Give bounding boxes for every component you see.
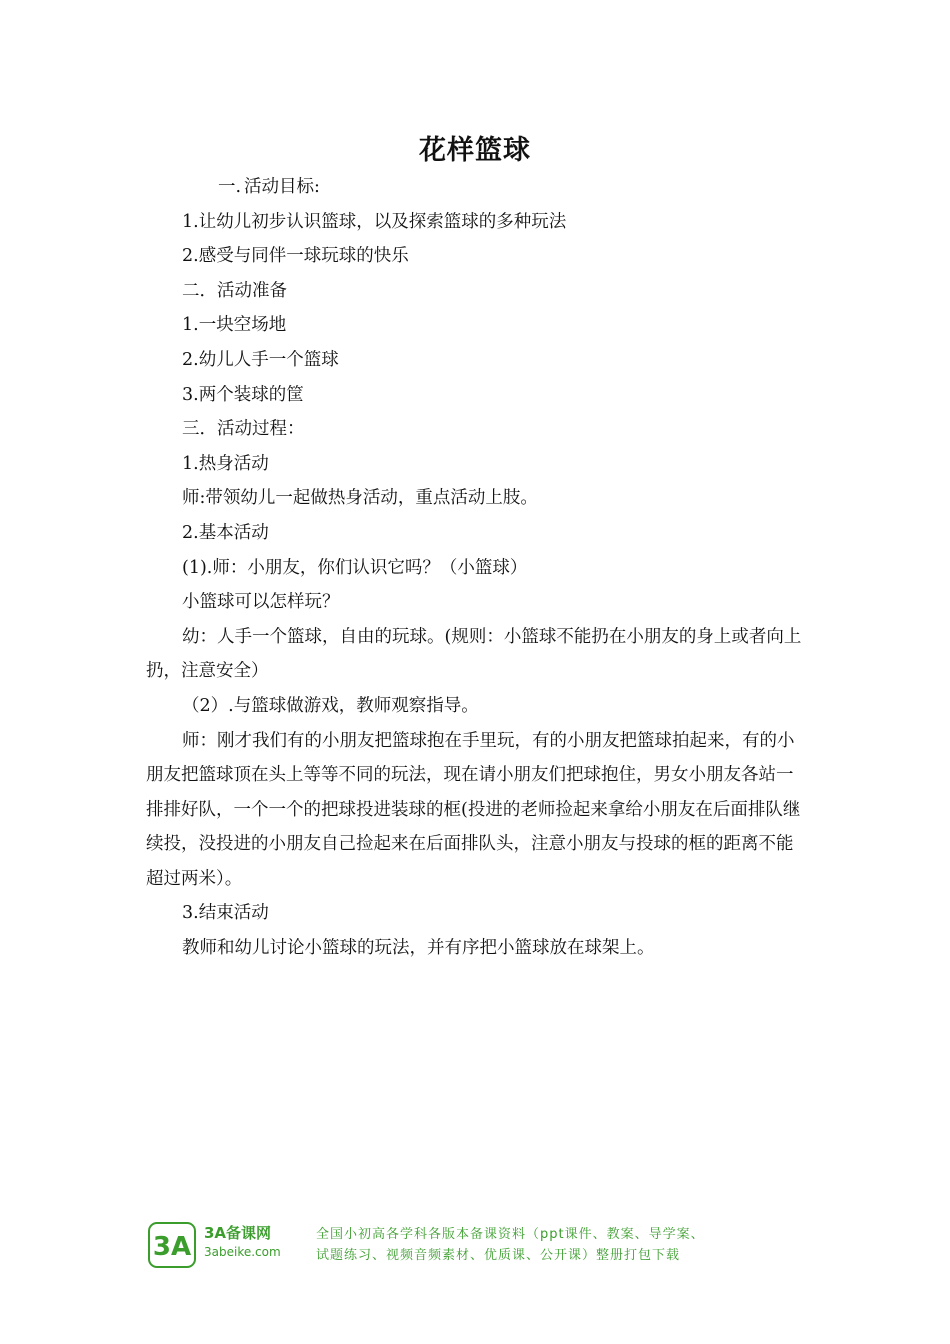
document-title: 花样篮球 (419, 135, 531, 166)
svg-text:3A: 3A (152, 1232, 192, 1262)
footer-slogan (316, 1224, 808, 1266)
process-paragraph: 教师和幼儿讨论小篮球的玩法，并有序把小篮球放在球架上。 (182, 938, 655, 959)
process-paragraph: 小篮球可以怎样玩？ (182, 592, 340, 613)
section-heading-goals (146, 170, 810, 205)
process-paragraph: 幼：人手一个篮球，自由的玩球。(规则：小篮球不能扔在小朋友的身上或者向上扔，注意安全） (146, 626, 802, 682)
brand-block (204, 1224, 281, 1262)
process-step: 2.基本活动 (182, 522, 269, 543)
process-step: 3.结束活动 (182, 903, 269, 924)
footer-banner (148, 1222, 808, 1272)
preparation-item: 2.幼儿人手一个篮球 (182, 349, 339, 370)
goal-item: 1.让幼儿初步认识篮球，以及探索篮球的多种玩法 (182, 211, 567, 232)
section-heading-preparation: 二．活动准备 (182, 280, 287, 301)
process-paragraph: 师：刚才我们有的小朋友把篮球抱在手里玩，有的小朋友把篮球拍起来，有的小朋友把篮球顶在头上等等不同的玩法，现在请小朋友们把球抱住，男女小朋友各站一排排好队，一个一个的把球投进装球的框(投进的老师捡起来拿给小朋友在后面排队继续投，没投进的小朋友自己捡起来在后面排队头，注意小朋友与投球的框的距离不能超过两米）。 (146, 730, 801, 889)
section-heading-process: 三．活动过程： (182, 419, 305, 440)
document-body (146, 170, 810, 966)
process-paragraph: （2）.与篮球做游戏，教师观察指导。 (182, 695, 479, 716)
brand-site: 3abeike.com (204, 1245, 281, 1259)
brand-name: 3A备课网 (204, 1224, 272, 1242)
process-step: 1.热身活动 (182, 453, 269, 474)
preparation-item: 1.一块空场地 (182, 315, 287, 336)
3a-logo-icon (148, 1222, 196, 1268)
slogan-line: 试题练习、视频音频素材、优质课、公开课）整册打包下载 (316, 1248, 681, 1263)
goal-item: 2.感受与同伴一球玩球的快乐 (182, 246, 409, 267)
process-paragraph: 师:带领幼儿一起做热身活动，重点活动上肢。 (182, 488, 538, 509)
preparation-item: 3.两个装球的筐 (182, 384, 304, 405)
process-paragraph: (1).师：小朋友，你们认识它吗？（小篮球） (182, 557, 528, 578)
slogan-line: 全国小初高各学科各版本备课资料（ppt课件、教案、导学案、 (316, 1227, 705, 1242)
section-title: 活动目标: (244, 177, 320, 197)
section-number: 一. (218, 177, 242, 197)
